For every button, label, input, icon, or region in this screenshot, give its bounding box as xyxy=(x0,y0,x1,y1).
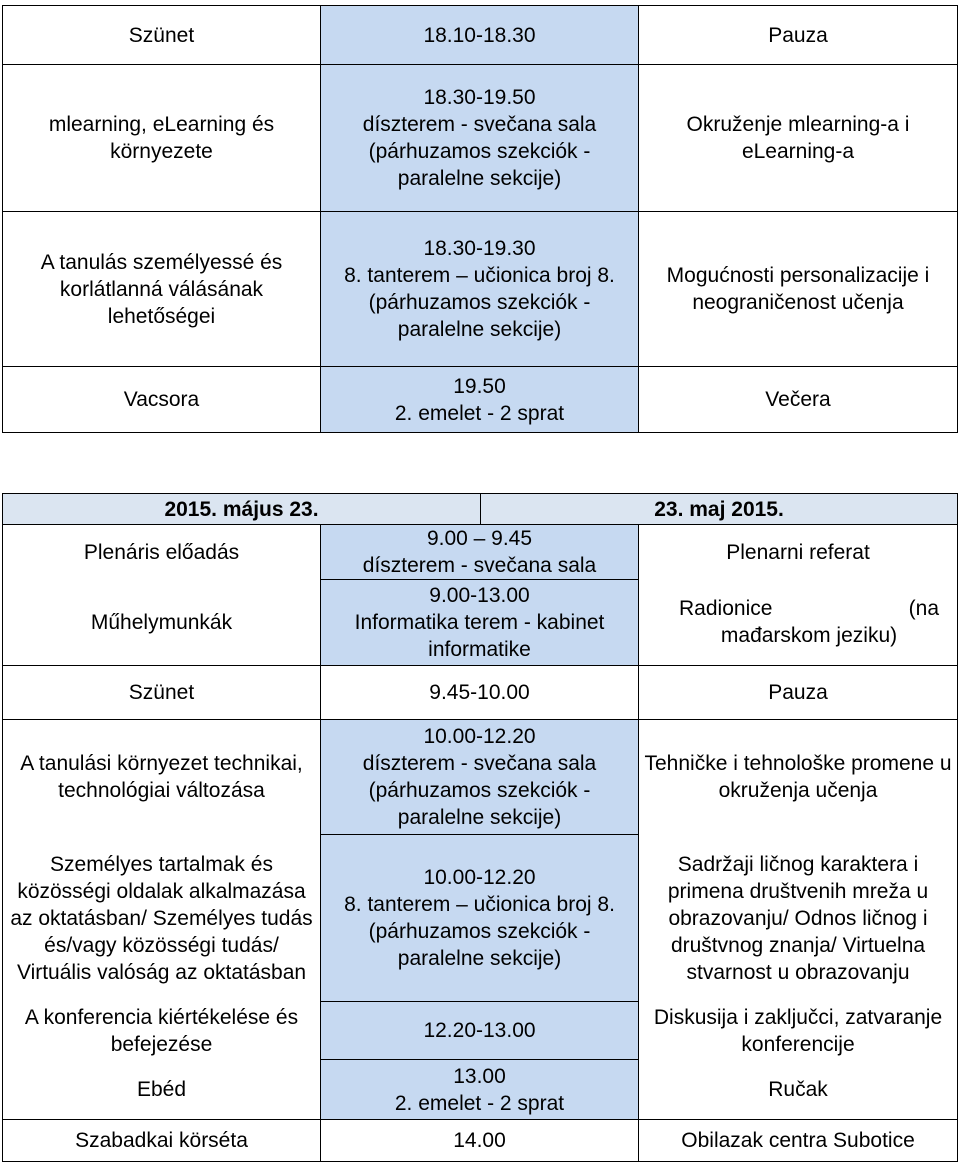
schedule-table-evening xyxy=(2,5,958,433)
session-hu: A tanulási környezet technikai, technológiai változása xyxy=(3,720,321,835)
session-sr: Plenarni referat xyxy=(639,525,958,580)
table-row xyxy=(3,367,958,433)
session-hu: A tanulás személyessé és korlátlanná válásának lehetőségei xyxy=(3,212,321,367)
session-time: 10.00-12.20 díszterem - svečana sala (párhuzamos szekciók - paralelne sekcije) xyxy=(321,720,639,835)
session-hu: mlearning, eLearning és környezete xyxy=(3,65,321,212)
session-time: 12.20-13.00 xyxy=(321,1002,639,1060)
session-hu: Szünet xyxy=(3,666,321,720)
date-header-row xyxy=(3,494,958,525)
session-time: 18.30-19.50 díszterem - svečana sala (párhuzamos szekciók - paralelne sekcije) xyxy=(321,65,639,212)
table-row xyxy=(3,580,958,666)
table-row xyxy=(3,65,958,212)
session-hu: A konferencia kiértékelése és befejezése xyxy=(3,1002,321,1060)
table-row xyxy=(3,6,958,65)
session-sr: Diskusija i zaključci, zatvaranje konferencije xyxy=(639,1002,958,1060)
session-hu: Műhelymunkák xyxy=(3,580,321,666)
session-hu: Személyes tartalmak és közösségi oldalak alkalmazása az oktatásban/ Személyes tudás és/vagy közösségi tudás/ Virtuális valóság az oktatásban xyxy=(3,835,321,1002)
table-row xyxy=(3,212,958,367)
date-hu: 2015. május 23. xyxy=(3,494,481,525)
session-hu: Ebéd xyxy=(3,1060,321,1120)
session-sr: Obilazak centra Subotice xyxy=(639,1120,958,1162)
session-hu: Szünet xyxy=(3,6,321,65)
session-time: 18.30-19.30 8. tanterem – učionica broj 8. (párhuzamos szekciók - paralelne sekcije) xyxy=(321,212,639,367)
session-sr: Mogućnosti personalizacije i neograničenost učenja xyxy=(639,212,958,367)
table-row xyxy=(3,1120,958,1162)
session-sr: Sadržaji ličnog karaktera i primena društvenih mreža u obrazovanju/ Odnos ličnog i društvnog znanja/ Virtuelna stvarnost u obrazovanju xyxy=(639,835,958,1002)
session-sr: Pauza xyxy=(639,666,958,720)
session-time: 9.00-13.00 Informatika terem - kabinet informatike xyxy=(321,580,639,666)
session-time: 10.00-12.20 8. tanterem – učionica broj 8. (párhuzamos szekciók - paralelne sekcije) xyxy=(321,835,639,1002)
session-hu: Vacsora xyxy=(3,367,321,433)
session-sr-part: Radionice xyxy=(679,597,773,621)
session-sr: Tehničke i tehnološke promene u okruženja učenja xyxy=(639,720,958,835)
table-row xyxy=(3,835,958,1002)
session-sr xyxy=(639,580,958,666)
session-time: 13.00 2. emelet - 2 sprat xyxy=(321,1060,639,1120)
session-sr: Okruženje mlearning-a i eLearning-a xyxy=(639,65,958,212)
table-row xyxy=(3,666,958,720)
session-time: 19.50 2. emelet - 2 sprat xyxy=(321,367,639,433)
session-hu: Plenáris előadás xyxy=(3,525,321,580)
session-time: 9.45-10.00 xyxy=(321,666,639,720)
schedule-table-day2 xyxy=(2,493,958,1162)
session-time: 14.00 xyxy=(321,1120,639,1162)
session-time: 18.10-18.30 xyxy=(321,6,639,65)
table-row xyxy=(3,525,958,580)
session-sr: Ručak xyxy=(639,1060,958,1120)
table-row xyxy=(3,720,958,835)
session-sr-part: (na xyxy=(908,597,940,621)
session-sr-part: mađarskom jeziku) xyxy=(720,624,898,648)
table-row xyxy=(3,1002,958,1060)
session-sr: Pauza xyxy=(639,6,958,65)
session-time: 9.00 – 9.45 díszterem - svečana sala xyxy=(321,525,639,580)
session-sr: Večera xyxy=(639,367,958,433)
date-sr: 23. maj 2015. xyxy=(481,494,958,525)
session-hu: Szabadkai körséta xyxy=(3,1120,321,1162)
table-row xyxy=(3,1060,958,1120)
